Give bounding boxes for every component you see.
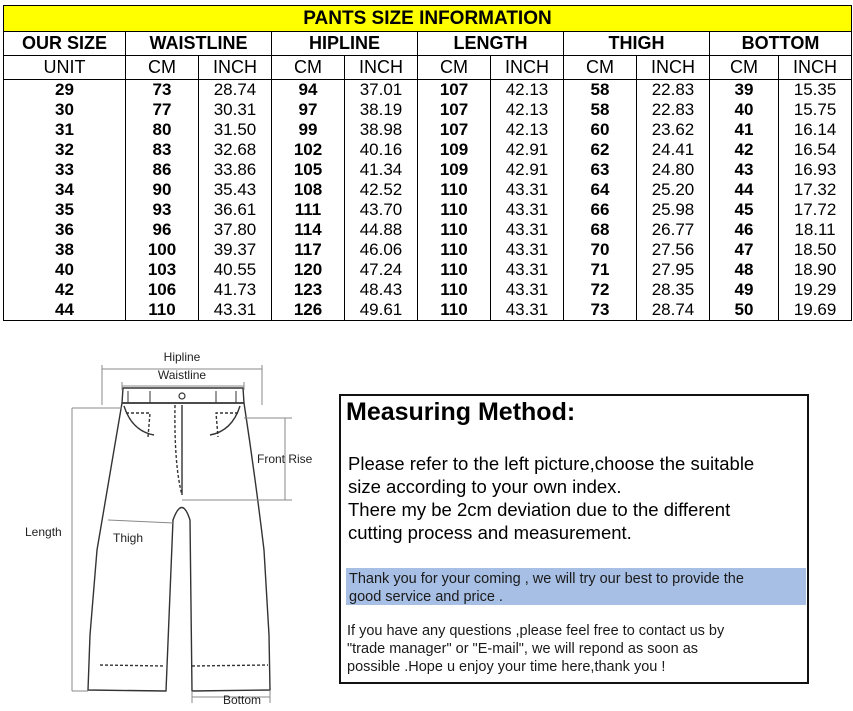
table-cell: 16.54 <box>779 140 852 160</box>
table-cell: 43.31 <box>491 300 564 321</box>
table-cell: 43.31 <box>199 300 272 321</box>
unit-cell: CM <box>272 56 345 80</box>
bottom-label: Bottom <box>223 693 262 707</box>
table-cell: 94 <box>272 80 345 101</box>
table-title-row <box>4 6 852 32</box>
thanks-line: good service and price . <box>349 589 503 605</box>
table-cell: 24.41 <box>637 140 710 160</box>
waistline-label: Waistline <box>157 368 207 382</box>
table-cell: 43.31 <box>491 220 564 240</box>
table-cell: 41.73 <box>199 280 272 300</box>
table-unit-row <box>4 56 852 80</box>
table-cell: 18.50 <box>779 240 852 260</box>
table-cell: 48 <box>710 260 779 280</box>
table-row <box>4 120 852 140</box>
table-row <box>4 100 852 120</box>
column-header: LENGTH <box>418 32 564 56</box>
table-cell: 58 <box>564 100 637 120</box>
table-cell: 109 <box>418 160 491 180</box>
table-cell: 109 <box>418 140 491 160</box>
table-cell: 38.19 <box>345 100 418 120</box>
table-cell: 40 <box>4 260 126 280</box>
table-cell: 43 <box>710 160 779 180</box>
table-cell: 33 <box>4 160 126 180</box>
unit-cell: INCH <box>199 56 272 80</box>
table-cell: 42.91 <box>491 160 564 180</box>
table-cell: 97 <box>272 100 345 120</box>
unit-cell: UNIT <box>4 56 126 80</box>
method-title: Measuring Method: <box>346 398 576 426</box>
table-cell: 100 <box>126 240 199 260</box>
table-cell: 86 <box>126 160 199 180</box>
table-cell: 42.13 <box>491 80 564 101</box>
table-cell: 17.32 <box>779 180 852 200</box>
table-cell: 99 <box>272 120 345 140</box>
table-cell: 107 <box>418 120 491 140</box>
table-cell: 28.74 <box>637 300 710 321</box>
table-cell: 114 <box>272 220 345 240</box>
table-cell: 37.80 <box>199 220 272 240</box>
table-cell: 17.72 <box>779 200 852 220</box>
table-cell: 16.93 <box>779 160 852 180</box>
table-cell: 72 <box>564 280 637 300</box>
table-cell: 22.83 <box>637 80 710 101</box>
table-cell: 42.52 <box>345 180 418 200</box>
method-line: Please refer to the left picture,choose the suitable <box>348 453 755 474</box>
table-cell: 48.43 <box>345 280 418 300</box>
table-cell: 106 <box>126 280 199 300</box>
table-cell: 46.06 <box>345 240 418 260</box>
table-row <box>4 140 852 160</box>
table-cell: 117 <box>272 240 345 260</box>
table-cell: 110 <box>418 300 491 321</box>
thanks-line: Thank you for your coming , we will try our best to provide the <box>349 571 744 587</box>
hipline-label: Hipline <box>163 350 201 364</box>
column-header: BOTTOM <box>710 32 852 56</box>
table-cell: 77 <box>126 100 199 120</box>
table-row <box>4 300 852 321</box>
table-cell: 30.31 <box>199 100 272 120</box>
table-cell: 50 <box>710 300 779 321</box>
table-cell: 110 <box>418 180 491 200</box>
table-cell: 29 <box>4 80 126 101</box>
thigh-label: Thigh <box>113 531 144 545</box>
table-cell: 47.24 <box>345 260 418 280</box>
front-rise-label: Front Rise <box>257 452 313 466</box>
table-cell: 120 <box>272 260 345 280</box>
pants-size-table <box>3 5 852 321</box>
unit-cell: INCH <box>345 56 418 80</box>
table-cell: 110 <box>418 280 491 300</box>
table-cell: 41.34 <box>345 160 418 180</box>
table-cell: 42.13 <box>491 100 564 120</box>
table-cell: 110 <box>418 260 491 280</box>
table-row <box>4 160 852 180</box>
button-icon <box>179 393 185 399</box>
table-cell: 126 <box>272 300 345 321</box>
table-cell: 90 <box>126 180 199 200</box>
contact-line: "trade manager" or "E-mail", we will repond as soon as <box>347 641 699 657</box>
table-cell: 35 <box>4 200 126 220</box>
table-cell: 33.86 <box>199 160 272 180</box>
unit-cell: CM <box>418 56 491 80</box>
table-cell: 39.37 <box>199 240 272 260</box>
table-cell: 28.35 <box>637 280 710 300</box>
table-cell: 44.88 <box>345 220 418 240</box>
table-cell: 60 <box>564 120 637 140</box>
table-cell: 43.31 <box>491 280 564 300</box>
table-cell: 23.62 <box>637 120 710 140</box>
table-row <box>4 280 852 300</box>
method-instructions <box>348 452 804 544</box>
table-cell: 22.83 <box>637 100 710 120</box>
table-cell: 63 <box>564 160 637 180</box>
table-cell: 42 <box>710 140 779 160</box>
table-row <box>4 80 852 101</box>
table-cell: 38.98 <box>345 120 418 140</box>
table-cell: 96 <box>126 220 199 240</box>
contact-line: possible .Hope u enjoy your time here,thank you ! <box>347 659 666 675</box>
table-cell: 15.75 <box>779 100 852 120</box>
table-cell: 34 <box>4 180 126 200</box>
method-line: size according to your own index. <box>348 476 622 497</box>
method-line: cutting process and measurement. <box>348 522 632 543</box>
table-cell: 43.70 <box>345 200 418 220</box>
table-cell: 40.55 <box>199 260 272 280</box>
table-cell: 43.31 <box>491 240 564 260</box>
table-cell: 111 <box>272 200 345 220</box>
table-cell: 15.35 <box>779 80 852 101</box>
table-cell: 93 <box>126 200 199 220</box>
table-cell: 18.11 <box>779 220 852 240</box>
contact-note <box>347 622 807 676</box>
column-header: THIGH <box>564 32 710 56</box>
unit-cell: INCH <box>491 56 564 80</box>
table-row <box>4 240 852 260</box>
table-cell: 27.95 <box>637 260 710 280</box>
method-line: There my be 2cm deviation due to the different <box>348 499 731 520</box>
table-cell: 32.68 <box>199 140 272 160</box>
table-cell: 58 <box>564 80 637 101</box>
thanks-note <box>346 568 806 605</box>
contact-line: If you have any questions ,please feel free to contact us by <box>347 623 725 639</box>
length-label: Length <box>25 525 62 539</box>
table-cell: 30 <box>4 100 126 120</box>
table-cell: 42.13 <box>491 120 564 140</box>
unit-cell: CM <box>126 56 199 80</box>
table-header-row <box>4 32 852 56</box>
table-cell: 110 <box>418 200 491 220</box>
table-cell: 105 <box>272 160 345 180</box>
table-cell: 80 <box>126 120 199 140</box>
table-row <box>4 220 852 240</box>
table-cell: 73 <box>564 300 637 321</box>
table-cell: 71 <box>564 260 637 280</box>
table-cell: 44 <box>710 180 779 200</box>
table-cell: 27.56 <box>637 240 710 260</box>
table-cell: 43.31 <box>491 260 564 280</box>
table-cell: 107 <box>418 100 491 120</box>
table-cell: 38 <box>4 240 126 260</box>
table-cell: 49 <box>710 280 779 300</box>
table-title: PANTS SIZE INFORMATION <box>4 6 852 32</box>
table-cell: 31.50 <box>199 120 272 140</box>
table-cell: 19.69 <box>779 300 852 321</box>
table-cell: 107 <box>418 80 491 101</box>
table-cell: 25.98 <box>637 200 710 220</box>
table-cell: 73 <box>126 80 199 101</box>
table-cell: 35.43 <box>199 180 272 200</box>
table-cell: 83 <box>126 140 199 160</box>
unit-cell: CM <box>710 56 779 80</box>
table-cell: 110 <box>418 220 491 240</box>
table-cell: 110 <box>126 300 199 321</box>
table-cell: 39 <box>710 80 779 101</box>
table-cell: 70 <box>564 240 637 260</box>
table-row <box>4 200 852 220</box>
table-cell: 26.77 <box>637 220 710 240</box>
table-cell: 19.29 <box>779 280 852 300</box>
column-header: WAISTLINE <box>126 32 272 56</box>
table-cell: 47 <box>710 240 779 260</box>
table-cell: 18.90 <box>779 260 852 280</box>
table-cell: 68 <box>564 220 637 240</box>
table-cell: 45 <box>710 200 779 220</box>
table-cell: 40 <box>710 100 779 120</box>
table-cell: 28.74 <box>199 80 272 101</box>
table-cell: 44 <box>4 300 126 321</box>
table-cell: 123 <box>272 280 345 300</box>
table-cell: 66 <box>564 200 637 220</box>
table-cell: 36 <box>4 220 126 240</box>
table-cell: 41 <box>710 120 779 140</box>
table-cell: 49.61 <box>345 300 418 321</box>
table-cell: 102 <box>272 140 345 160</box>
measuring-method-box <box>339 394 809 684</box>
table-cell: 40.16 <box>345 140 418 160</box>
table-cell: 25.20 <box>637 180 710 200</box>
table-cell: 37.01 <box>345 80 418 101</box>
table-cell: 36.61 <box>199 200 272 220</box>
table-cell: 64 <box>564 180 637 200</box>
column-header: HIPLINE <box>272 32 418 56</box>
table-cell: 110 <box>418 240 491 260</box>
table-cell: 42 <box>4 280 126 300</box>
table-cell: 103 <box>126 260 199 280</box>
unit-cell: INCH <box>779 56 852 80</box>
table-cell: 108 <box>272 180 345 200</box>
pants-diagram <box>20 345 340 710</box>
unit-cell: INCH <box>637 56 710 80</box>
table-cell: 42.91 <box>491 140 564 160</box>
unit-cell: CM <box>564 56 637 80</box>
table-cell: 24.80 <box>637 160 710 180</box>
column-header: OUR SIZE <box>4 32 126 56</box>
table-cell: 31 <box>4 120 126 140</box>
table-cell: 43.31 <box>491 200 564 220</box>
table-row <box>4 260 852 280</box>
table-cell: 43.31 <box>491 180 564 200</box>
table-cell: 62 <box>564 140 637 160</box>
table-row <box>4 180 852 200</box>
table-cell: 46 <box>710 220 779 240</box>
table-cell: 16.14 <box>779 120 852 140</box>
table-cell: 32 <box>4 140 126 160</box>
